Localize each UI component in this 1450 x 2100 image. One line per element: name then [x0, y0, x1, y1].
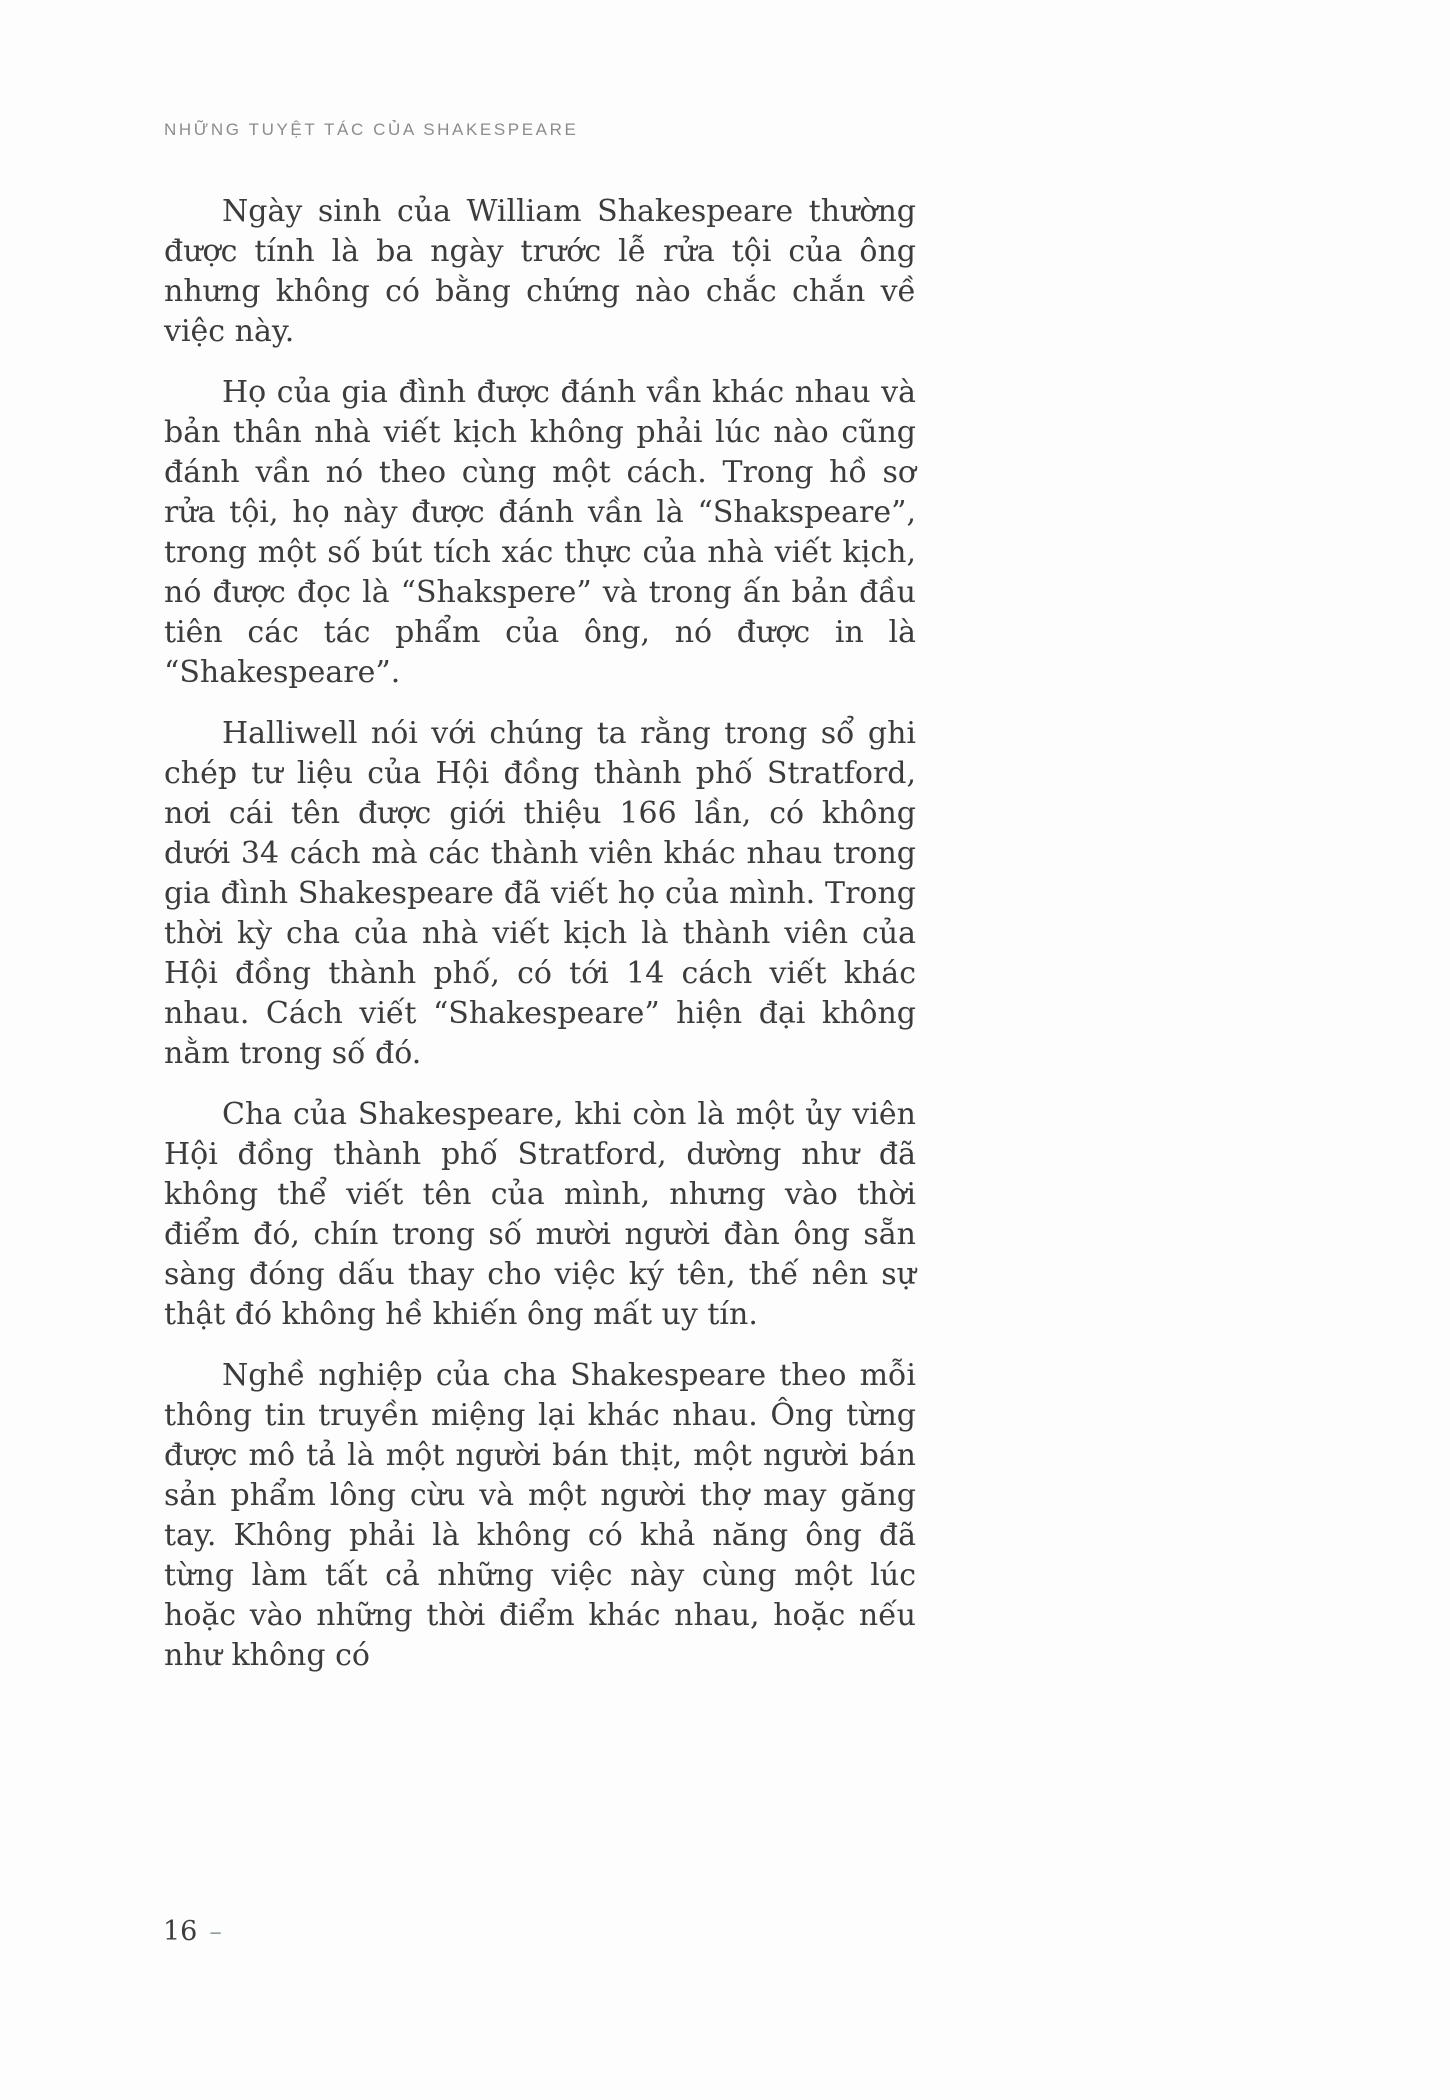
- footer-dash: –: [209, 1917, 222, 1946]
- paragraph: Cha của Shakespeare, khi còn là một ủy viên Hội đồng thành phố Stratford, dường như đã không thể viết tên của mình, nhưng vào thời điểm đó, chín trong số mười người đàn ông sẵn sàng đóng dấu thay cho việc ký tên, thế nên sự thật đó không hề khiến ông mất uy tín.: [164, 1097, 916, 1332]
- page-number: 16: [163, 1916, 198, 1947]
- paragraph: Họ của gia đình được đánh vần khác nhau và bản thân nhà viết kịch không phải lúc nào cũng đánh vần nó theo cùng một cách. Trong hồ sơ rửa tội, họ này được đánh vần là “Shakspeare”, trong một số bút tích xác thực của nhà viết kịch, nó được đọc là “Shakspere” và trong ấn bản đầu tiên các tác phẩm của ông, nó được in là “Shakespeare”.: [164, 375, 916, 690]
- paragraph: Halliwell nói với chúng ta rằng trong sổ ghi chép tư liệu của Hội đồng thành phố Stratford, nơi cái tên được giới thiệu 166 lần, có không dưới 34 cách mà các thành viên khác nhau trong gia đình Shakespeare đã viết họ của mình. Trong thời kỳ cha của nhà viết kịch là thành viên của Hội đồng thành phố, có tới 14 cách viết khác nhau. Cách viết “Shakespeare” hiện đại không nằm trong số đó.: [164, 716, 916, 1071]
- page-footer: [163, 1916, 222, 1947]
- body-text: [164, 192, 916, 1697]
- paragraph: Nghề nghiệp của cha Shakespeare theo mỗi thông tin truyền miệng lại khác nhau. Ông từng được mô tả là một người bán thịt, một người bán sản phẩm lông cừu và một người thợ may găng tay. Không phải là không có khả năng ông đã từng làm tất cả những việc này cùng một lúc hoặc vào những thời điểm khác nhau, hoặc nếu như không có: [164, 1358, 916, 1673]
- running-header: NHỮNG TUYỆT TÁC CỦA SHAKESPEARE: [164, 120, 579, 139]
- paragraph: Ngày sinh của William Shakespeare thường được tính là ba ngày trước lễ rửa tội của ông nhưng không có bằng chứng nào chắc chắn về việc này.: [164, 194, 916, 349]
